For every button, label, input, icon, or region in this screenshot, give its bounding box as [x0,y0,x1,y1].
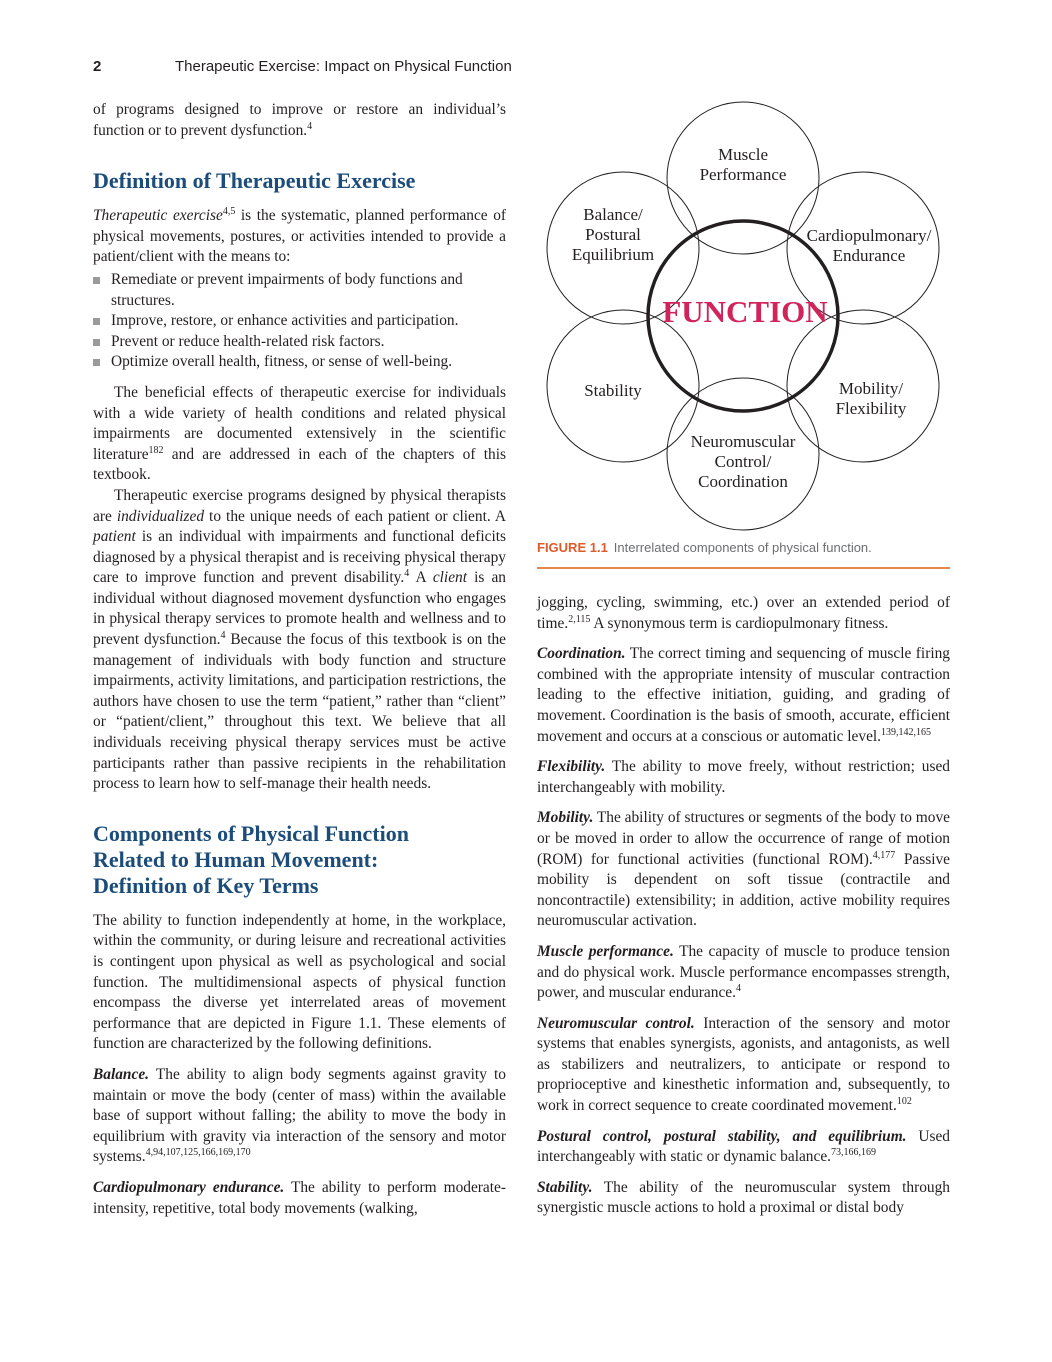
definition-paragraph: Therapeutic exercise$^{4,5}$ is the systematic, planned performance of physical movements, postures, or activities intended to provide a patient/client with the means to: [93,206,507,266]
intro-paragraph: of programs designed to improve or restore an individual’s function or to prevent dysfunction.$^4$ [93,101,506,139]
label-function: FUNCTION [662,294,828,329]
definition-stability: Stability. The ability of the neuromuscular system through synergistic muscle actions to hold a proximal or distal body [537,1178,950,1217]
label-mobility-1: Mobility/ [838,379,904,398]
function-paragraph: The ability to function independently at home, in the workplace, within the community, or during leisure and recreational activities is contingent upon physical as well as psychological and social function. The multidimensional aspects of physical function encompass the diverse yet interrelated areas of movement performance that are depicted in Figure 1.1. These elements of function are characterized by the following definitions. [93,911,506,1053]
running-header [93,58,513,75]
running-title: Therapeutic Exercise: Impact on Physical Function [175,58,512,75]
label-neuro-1: Neuromuscular [690,432,796,451]
list-item: Remediate or prevent impairments of body functions and structures. [93,270,506,311]
heading-components: Components of Physical Function Related to Human Movement: Definition of Key Terms [93,820,409,898]
figure-label: FIGURE 1.1 [537,540,608,555]
cardio-continuation: jogging, cycling, swimming, etc.) over an extended period of time.$^{2,115}$ A synonymous term is cardiopulmonary fitness. [537,594,950,632]
definition-flexibility: Flexibility. The ability to move freely, without restriction; used interchangeably with mobility. [537,758,950,796]
definition-mobility: Mobility. The ability of structures or segments of the body to move or be moved in order to allow the occurrence of range of motion (ROM) for functional activities (functional ROM).$^{4,177}$ Passive mobility is dependent on soft tissue (contractile and noncontractile) extensibility; in addition, active mobility requires neuromuscular activation. [537,809,950,930]
function-diagram [537,100,950,570]
goals-list [93,270,506,373]
patient-client-paragraph: Therapeutic exercise programs designed by physical therapists are individualized to the unique needs of each patient or client. A patient is an individual with impairments and functional deficits diagnosed by a physical therapist and is receiving physical therapy care to improve function and prevent disability.$^4$ A client is an individual without diagnosed movement dysfunction who engages in physical therapy services to promote health and wellness and to prevent dysfunction.$^4$ Because the focus of this textbook is on the management of individuals with body function and structure impairments, activity limitations, and participation restrictions, the authors have chosen to use the term “patient,” rather than “client” or “patient/client,” throughout this text. We believe that all individuals receiving physical therapy services must be active participants rather than passive recipients in the rehabilitation process to learn how to self-manage their health needs. [93,486,507,793]
label-muscle-2: Performance [699,165,787,184]
definition-coordination: Coordination. The correct timing and sequencing of muscle firing combined with the appropriate intensity of muscular contraction leading to the effective initiation, guiding, and grading of movement. Coordination is the basis of smooth, accurate, efficient movement and occurs at a conscious or automatic level.$^{139,142,165}$ [537,645,950,745]
label-cardio-2: Endurance [832,246,906,265]
label-balance-1: Balance/ [583,205,643,224]
label-balance-3: Equilibrium [571,245,655,264]
definition-balance: Balance. The ability to align body segments against gravity to maintain or move the body (center of mass) within the available base of support without falling; the ability to move the body in equilibrium with gravity via interaction of the sensory and motor systems.$^{4,94,107,125,166,169,170}$ [93,1065,506,1166]
definition-muscle-performance: Muscle performance. The capacity of muscle to produce tension and do physical work. Muscle performance encompasses strength, power, and muscular endurance.$^4$ [537,942,950,1002]
page-number: 2 [93,58,102,75]
figure-caption [537,540,950,569]
right-column [537,593,950,1219]
definition-postural-control: Postural control, postural stability, and equilibrium. Used interchangeably with static or dynamic balance.$^{73,166,169}$ [537,1127,950,1166]
label-balance-2: Postural [585,225,641,244]
heading-definition: Definition of Therapeutic Exercise [93,168,416,194]
list-item: Optimize overall health, fitness, or sense of well-being. [93,352,506,373]
benefits-paragraph: The beneficial effects of therapeutic exercise for individuals with a wide variety of health conditions and related physical impairments are documented extensively in the scientific literature$^{182}$ and are addressed in each of the chapters of this textbook. [93,383,506,484]
label-cardio-1: Cardiopulmonary/ [806,226,932,245]
definition-neuromuscular-control: Neuromuscular control. Interaction of the sensory and motor systems that enables synergists, agonists, and antagonists, as well as stabilizers and neutralizers, to anticipate or respond to proprioceptive and kinesthetic information and, subsequently, to work in correct sequence to create coordinated movement.$^{102}$ [537,1014,950,1115]
label-neuro-3: Coordination [698,472,788,491]
figure-caption-text: Interrelated components of physical function. [613,540,872,555]
label-neuro-2: Control/ [714,452,772,471]
label-mobility-2: Flexibility [835,399,907,418]
definition-cardiopulmonary: Cardiopulmonary endurance. The ability to perform moderate-intensity, repetitive, total body movements (walking, [93,1178,506,1217]
label-muscle-1: Muscle [717,145,769,164]
left-column [93,100,506,1219]
list-item: Improve, restore, or enhance activities and participation. [93,311,506,332]
list-item: Prevent or reduce health-related risk factors. [93,332,506,353]
label-stability: Stability [584,381,642,400]
